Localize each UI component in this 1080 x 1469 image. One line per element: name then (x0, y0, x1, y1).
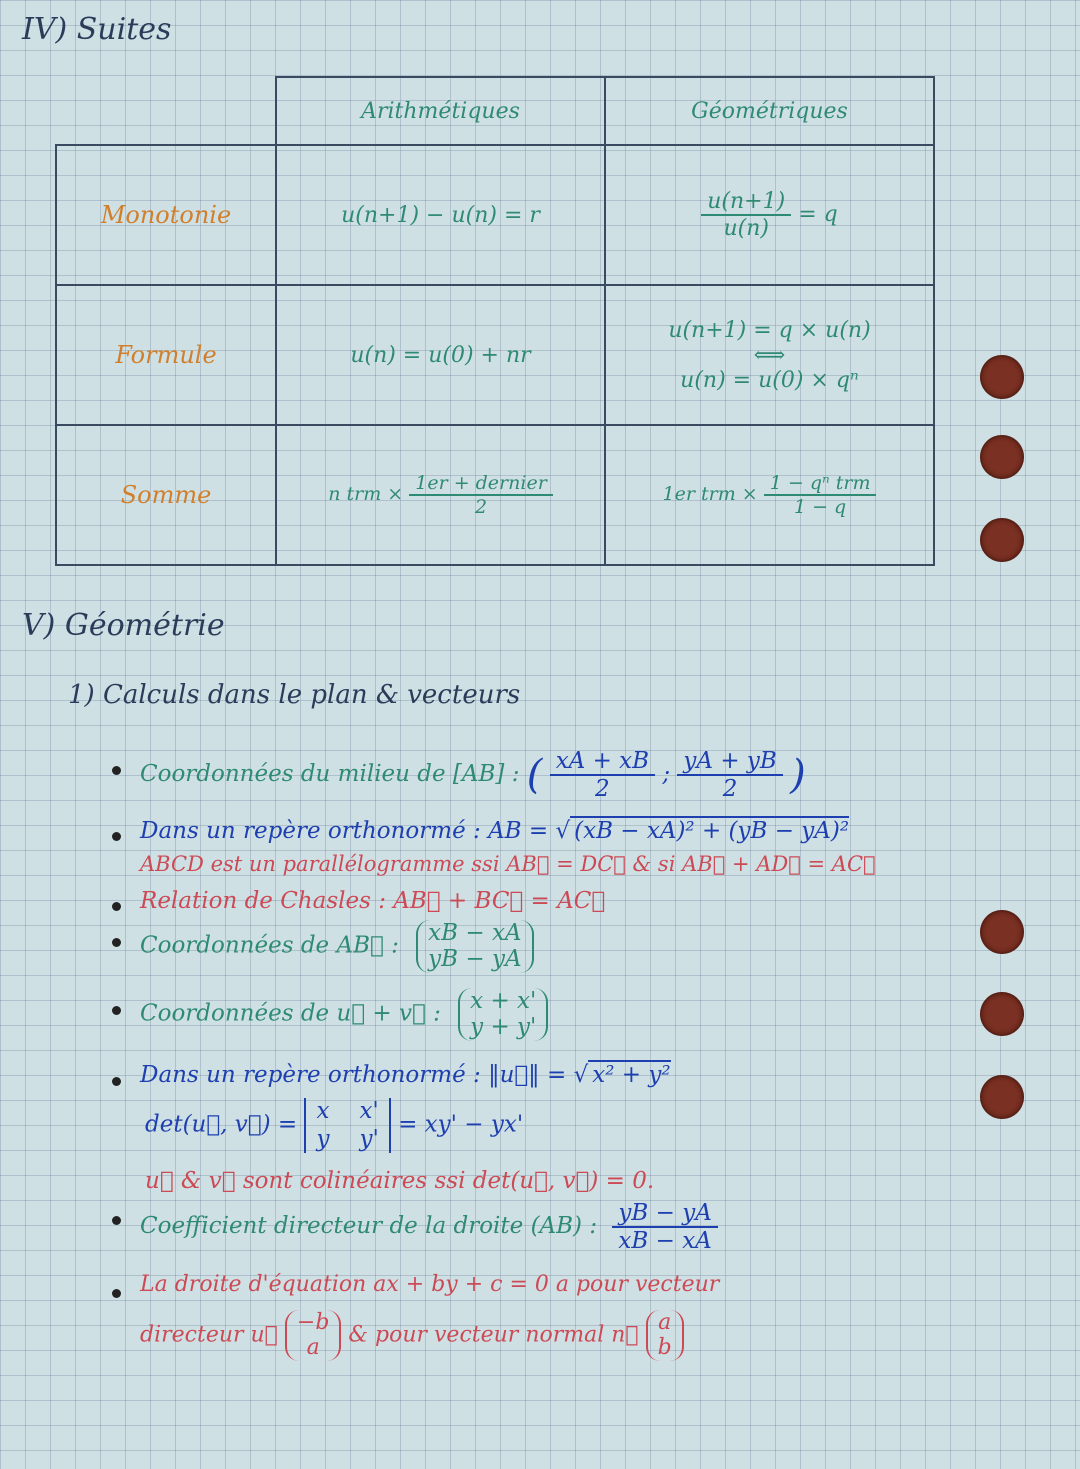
table-corner (56, 77, 276, 145)
norme-label: Dans un repère orthonormé : ‖u⃗‖ = (140, 1062, 567, 1088)
bullet-dot (112, 1006, 121, 1015)
geo-formule-line3: u(n) = u(0) × qⁿ (680, 367, 859, 393)
row-header-formule: Formule (56, 285, 276, 425)
cell-geo-monotonie (605, 145, 934, 285)
bullet-norme: Dans un repère orthonormé : ‖u⃗‖ = √ x² + y² (140, 1062, 671, 1088)
geo-somme-den: 1 − q (793, 496, 847, 518)
bullet-droite: La droite d'équation ax + by + c = 0 a pour vecteur (140, 1272, 720, 1297)
milieu-label: Coordonnées du milieu de [AB] : (140, 761, 520, 787)
colineaires-note: u⃗ & v⃗ sont colinéaires ssi det(u⃗, v⃗) = 0. (145, 1168, 655, 1194)
arith-somme-den: 2 (474, 496, 488, 518)
milieu-num-y: yA + yB (677, 748, 782, 776)
section-title-geometrie (22, 608, 225, 643)
distance-root: (xB − xA)² + (yB − yA)² (570, 816, 849, 844)
table-row (56, 145, 934, 285)
normal-bot: b (657, 1335, 672, 1361)
col-header-arith: Arithmétiques (276, 77, 605, 145)
coefficient-den: xB − xA (618, 1228, 712, 1254)
cell-arith-formule: u(n) = u(0) + nr (276, 285, 605, 425)
geo-ratio-den: u(n) (723, 216, 769, 241)
bullet-dot (112, 1289, 121, 1298)
section-title-suites: IV) Suites (22, 12, 172, 47)
coord-ab-top: xB − xA (428, 920, 522, 946)
suites-table (55, 76, 935, 566)
paren-close: ) (790, 752, 806, 798)
coord-sum-bot: y + y' (470, 1014, 537, 1041)
droite-directeur-label: directeur u⃗ (140, 1322, 278, 1348)
cell-arith-somme (276, 425, 605, 565)
det-b: x' (359, 1098, 379, 1124)
det-a: x (316, 1098, 330, 1124)
bullet-chasles: Relation de Chasles : AB⃗ + BC⃗ = AC⃗ (140, 888, 606, 914)
row-header-somme: Somme (56, 425, 276, 565)
det-c: y (316, 1125, 330, 1152)
section-title-geometrie-text: V) Géométrie (22, 608, 225, 643)
geo-formule-line1: u(n+1) = q × u(n) (668, 317, 871, 343)
milieu-den-y: 2 (722, 776, 738, 802)
directeur-top: −b (296, 1310, 330, 1335)
paren-open: ( (526, 752, 543, 798)
binder-hole (980, 1075, 1024, 1119)
binder-hole (980, 435, 1024, 479)
arith-somme-pre: n trm × (328, 483, 404, 505)
cell-geo-formule (605, 285, 934, 425)
binder-hole (980, 910, 1024, 954)
bullet-coord-sum (140, 988, 548, 1041)
coefficient-num: yB − yA (612, 1200, 717, 1228)
bullet-dot (112, 766, 121, 775)
bullet-dot (112, 938, 121, 947)
bullet-dot (112, 902, 121, 911)
table-row (56, 425, 934, 565)
cell-arith-monotonie: u(n+1) − u(n) = r (276, 145, 605, 285)
det-label: det(u⃗, v⃗) = (145, 1111, 298, 1138)
geo-ratio-tail: = q (798, 202, 838, 227)
directeur-bot: a (306, 1335, 320, 1361)
geo-formule-line2: ⟺ (753, 342, 786, 368)
geo-ratio-num: u(n+1) (701, 189, 791, 216)
parallelogramme-note: ABCD est un parallélogramme ssi AB⃗ = DC⃗ & si AB⃗ + AD⃗ = AC⃗ (140, 852, 876, 876)
geo-somme-pre: 1er trm × (662, 483, 758, 505)
coord-sum-label: Coordonnées de u⃗ + v⃗ : (140, 1000, 441, 1027)
det-result: = xy' − yx' (398, 1111, 524, 1138)
col-header-geo: Géométriques (605, 77, 934, 145)
droite-normal-label: & pour vecteur normal n⃗ (348, 1322, 639, 1348)
bullet-milieu (140, 748, 806, 802)
coord-sum-top: x + x' (470, 988, 537, 1014)
row-header-monotonie: Monotonie (56, 145, 276, 285)
milieu-sep: ; (662, 761, 671, 787)
norme-root: x² + y² (588, 1060, 670, 1088)
bullet-distance: Dans un repère orthonormé : AB = √ (xB − xA)² + (yB − yA)² (140, 818, 850, 844)
geo-somme-num: 1 − qⁿ trm (764, 472, 877, 496)
distance-label: Dans un repère orthonormé : AB = (140, 818, 549, 844)
coefficient-label: Coefficient directeur de la droite (AB) : (140, 1213, 598, 1239)
normal-top: a (658, 1310, 672, 1335)
coord-ab-label: Coordonnées de AB⃗ : (140, 932, 399, 959)
bullet-dot (112, 1077, 121, 1086)
bullet-coord-ab (140, 920, 534, 973)
binder-hole (980, 518, 1024, 562)
bullet-coefficient (140, 1200, 718, 1254)
cell-geo-somme (605, 425, 934, 565)
milieu-num-x: xA + xB (550, 748, 655, 776)
binder-hole (980, 992, 1024, 1036)
bullet-dot (112, 832, 121, 841)
milieu-den-x: 2 (595, 776, 610, 802)
det-line (145, 1098, 523, 1153)
droite-line2 (140, 1310, 684, 1361)
coord-ab-bot: yB − yA (428, 946, 522, 973)
table-row (56, 285, 934, 425)
det-d: y' (359, 1125, 379, 1152)
bullet-dot (112, 1216, 121, 1225)
arith-somme-num: 1er + dernier (409, 472, 553, 496)
binder-hole (980, 355, 1024, 399)
subsection-title: 1) Calculs dans le plan & vecteurs (68, 680, 521, 710)
